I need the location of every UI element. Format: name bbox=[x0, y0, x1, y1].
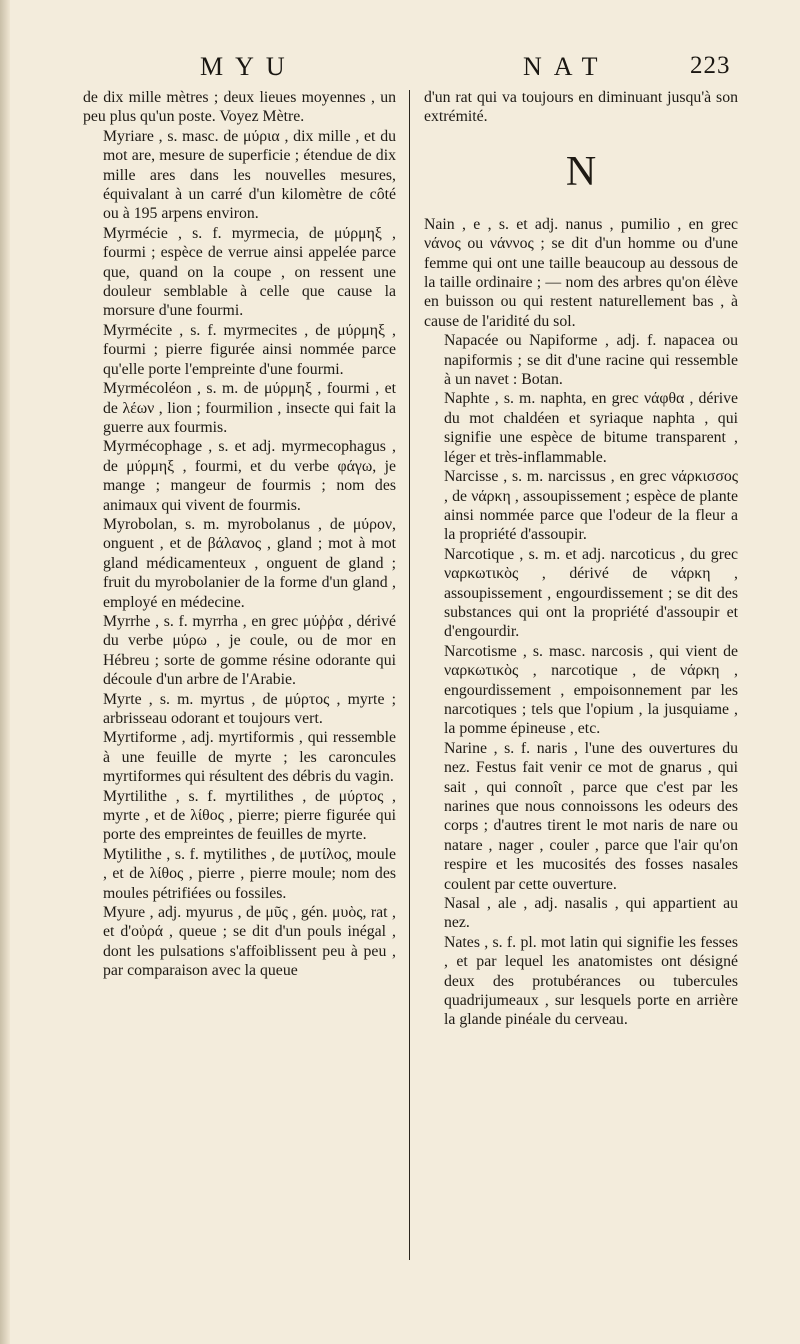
entry-myrrhe: Myrrhe , s. f. myrrha , en grec μύῤῥα , dérivé du verbe μύρω , je coule, ou de mor en Hébreu ; sorte de gomme résine odorante qui découle d'un arbre de l'Arabie. bbox=[103, 612, 396, 689]
entry-continued: de dix mille mètres ; deux lieues moyennes , un peu plus qu'un poste. Voyez Mètre. bbox=[83, 89, 396, 126]
entry-myrte: Myrte , s. m. myrtus , de μύρτος , myrte ; arbrisseau odorant et toujours vert. bbox=[103, 690, 396, 727]
section-letter: N bbox=[565, 148, 597, 195]
right-column bbox=[424, 88, 738, 1030]
entry-naphte: Naphte , s. m. naphta, en grec νάφθα , dérive du mot chaldéen et syriaque naphta , qui signifie une espèce de bitume transparent , léger et très-inflammable. bbox=[444, 390, 738, 466]
entry-myrmecie: Myrmécie , s. f. myrmecia, de μύρμηξ , fourmi ; espèce de verrue ainsi appelée parce que, quand on la coupe , on ressent une douleur semblable à celle que cause la morsure d'une fourmi. bbox=[103, 224, 396, 320]
entry-napacee: Napacée ou Napiforme , adj. f. napacea ou napiformis ; se dit d'une racine qui ressemble à un navet : Botan. bbox=[444, 332, 738, 389]
entry-myure: Myure , adj. myurus , de μῦς , gén. μυὸς, rat , et d'οὐρά , queue ; se dit d'un pouls inégal , dont les pulsations s'affoiblissent peu à peu , par comparaison avec la queue bbox=[103, 904, 396, 980]
left-column bbox=[83, 88, 396, 981]
entry-myrobolan: Myrobolan, s. m. myrobolanus , de μύρον, onguent , et de βάλανος , gland ; mot à mot gland médicamenteux , onguent de gland ; fruit du myrobolanier de la forme d'un gland , employé en médecine. bbox=[103, 515, 396, 611]
running-head-left: MYU bbox=[200, 52, 297, 81]
entry-myrmecophage: Myrmécophage , s. et adj. myrmecophagus , de μύρμηξ , fourmi, et du verbe φάγω, je mange ; mangeur de fourmis ; nom des animaux qui vivent de fourmis. bbox=[103, 438, 396, 514]
entry-nates: Nates , s. f. pl. mot latin qui signifie les fesses , et par lequel les anatomistes ont désigné deux des protubérances ou tubercules quadrijumeaux , sur lesquels porte en arrière la glande pinéale du cerveau. bbox=[444, 933, 738, 1029]
entry-myrtilithe: Myrtilithe , s. f. myrtilithes , de μύρτος , myrte , et de λίθος , pierre; pierre figurée qui porte des empreintes de feuilles de myrte. bbox=[103, 787, 396, 844]
entry-nain: Nain , e , s. et adj. nanus , pumilio , en grec νάνος ou νάννος ; se dit d'un homme ou d'une femme qui ont une taille beaucoup au dessous de la taille ordinaire ; — nom des arbres qu'on élève en buisson ou qui restent naturellement bas , à cause de l'aridité du sol. bbox=[424, 215, 738, 330]
entry-mytilithe: Mytilithe , s. f. mytilithes , de μυτίλος, moule , et de λίθος , pierre , pierre moule; nom des moules pétrifiées ou fossiles. bbox=[103, 845, 396, 902]
entry-narine: Narine , s. f. naris , l'une des ouvertures du nez. Festus fait venir ce mot de gnarus , qui sait , qui connoît , parce que c'est par les narines que nous connoissons les odeurs des corps ; d'autres tirent le mot naris de nare ou natare , nager , couler , parce que l'air qu'on respire et les mucosités des fosses nasales coulent par cette ouverture. bbox=[444, 739, 738, 893]
running-head-center: NAT bbox=[523, 52, 610, 81]
entry-nasal: Nasal , ale , adj. nasalis , qui appartient au nez. bbox=[444, 895, 738, 932]
page-gutter bbox=[0, 0, 10, 1344]
entry-narcotisme: Narcotisme , s. masc. narcosis , qui vient de ναρκωτικὸς , narcotique , de νάρκη , engourdissement , empoisonnement par les narcotiques ; tels que l'opium , la jusquiame , la pomme épineuse , etc. bbox=[444, 642, 738, 738]
entry-myrtiforme: Myrtiforme , adj. myrtiformis , qui ressemble à une feuille de myrte ; les caroncules myrtiformes qui résultent des débris du vagin. bbox=[103, 729, 396, 786]
entry-myrmecoleon: Myrmécoléon , s. m. de μύρμηξ , fourmi , et de λέων , lion ; fourmilion , insecte qui fait la guerre aux fourmis. bbox=[103, 380, 396, 436]
entry-continued-right: d'un rat qui va toujours en diminuant jusqu'à son extrémité. bbox=[424, 89, 738, 126]
page-number: 223 bbox=[690, 52, 731, 79]
entry-narcotique: Narcotique , s. m. et adj. narcoticus , du grec ναρκωτικὸς , dérivé de νάρκη , assoupissement , engourdissement ; se dit des substances qui ont la propriété d'assoupir et d'engourdir. bbox=[444, 545, 738, 641]
entry-myriare: Myriare , s. masc. de μύρια , dix mille , et du mot are, mesure de superficie ; étendue de dix mille ares dans les nouvelles mesures, équivalant à un carré d'un kilomètre de côté ou à 195 arpens environ. bbox=[103, 127, 396, 223]
column-divider bbox=[409, 90, 410, 1260]
entry-narcisse: Narcisse , s. m. narcissus , en grec νάρκισσος , de νάρκη , assoupissement ; espèce de plante ainsi nommée parce que l'odeur de la fleur a la propriété d'assoupir. bbox=[444, 468, 738, 544]
entry-myrmecite: Myrmécite , s. f. myrmecites , de μύρμηξ , fourmi ; pierre figurée ainsi nommée parce qu'elle porte l'empreinte d'une fourmi. bbox=[103, 321, 396, 378]
